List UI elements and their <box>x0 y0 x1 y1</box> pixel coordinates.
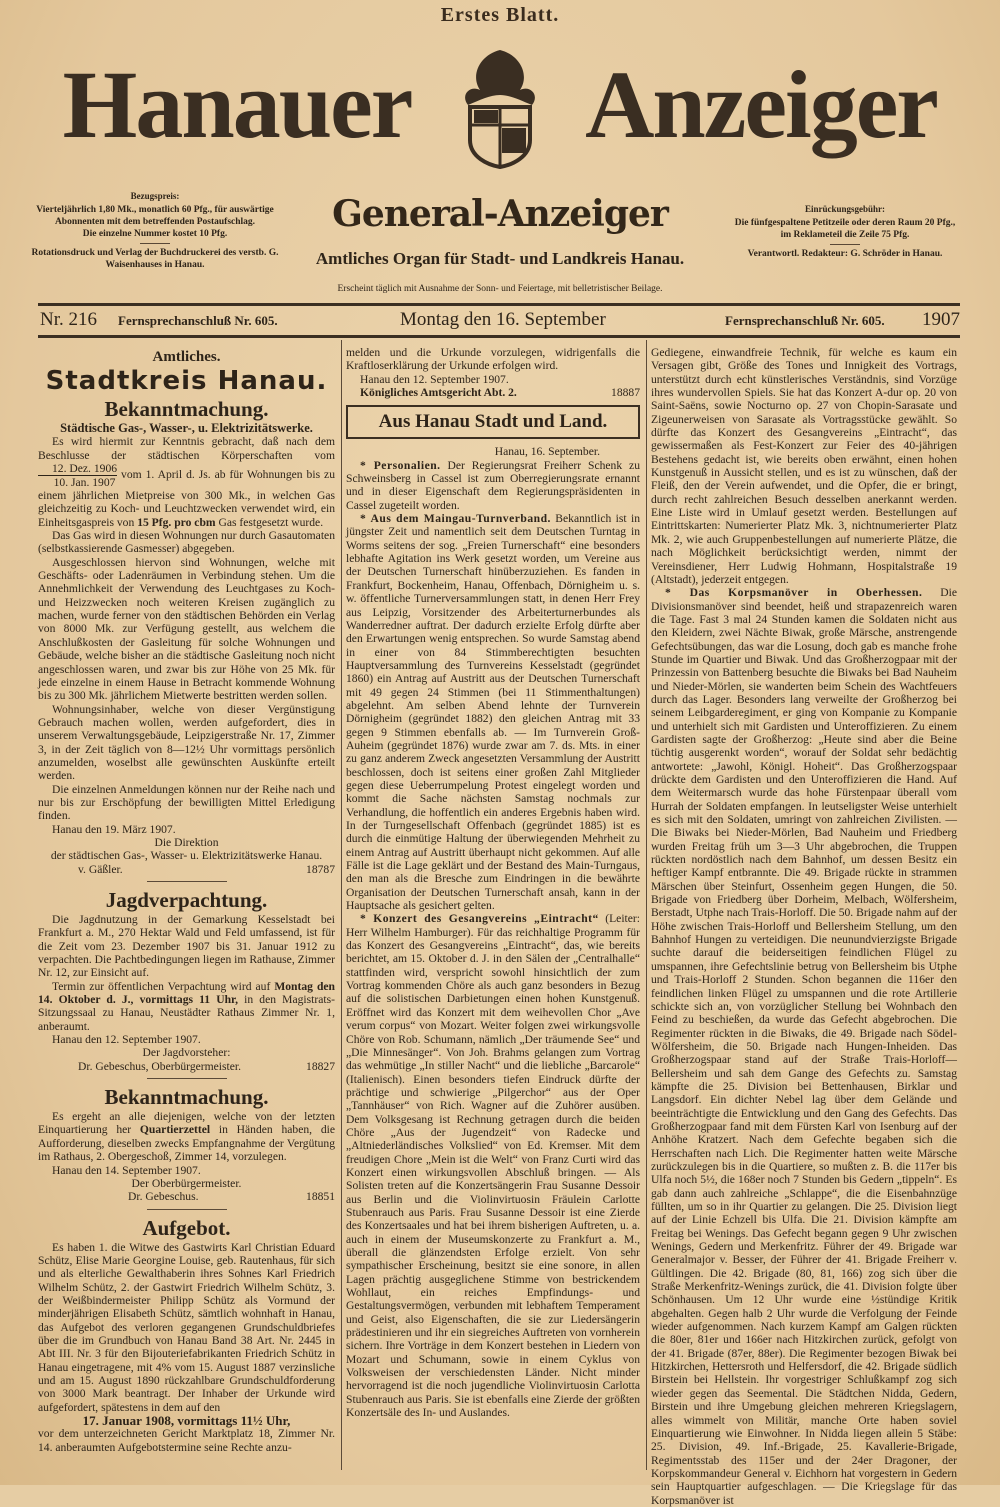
paragraph: Es ergeht an alle diejenigen, welche von der letzten Einquartierung her Quartierzettel in Händen haben, die Aufforderung, dieselben zwecks Empfangnahme der Vergütung im Rathaus, 2. Obergeschoß, Zimmer 14, vorzulegen. <box>38 1110 335 1164</box>
notice-heading: Jagdverpachtung. <box>105 888 268 912</box>
ad-fee-heading: Einrückungsgebühr: <box>804 204 886 214</box>
column-1 <box>38 346 335 1471</box>
notice-number: 18887 <box>611 386 640 400</box>
section-heading: Amtliches. <box>152 349 221 365</box>
dateline: Hanau den 12. September 1907. <box>360 372 509 386</box>
publication-note: Erscheint täglich mit Ausnahme der Sonn- und Feiertage, mit belletristischer Beilage. <box>337 284 663 294</box>
coat-of-arms-icon <box>450 45 550 170</box>
issue-date: Montag den 16. September <box>400 309 606 330</box>
paragraph: melden und die Urkunde vorzulegen, widrigenfalls die Kraftloserklärung der Urkunde erfolgen wird. <box>346 346 640 373</box>
paragraph: Es haben 1. die Witwe des Gastwirts Karl Christian Eduard Schütz, Elise Marie Georgine Louise, geb. Rautenhaus, für sich und als elterliche Gewalthaberin ihres Sohnes Karl Friedrich Wilhelm Schütz, 2. der Gastwirt Friedrich Wilhelm Schütz, 3. der Weißbindermeister Philipp Schütz als Vormund der minderjährigen Elisabeth Schütz, sämtlich wohnhaft in Hanau, das Aufgebot des verloren gegangenen Grundschuldbriefes über die im Grundbuch von Hanau Band 38 Art. Nr. 2445 in Abt III. Nr. 3 für den Bijouteriefabrikanten Friedrich Schütz in Hanau eingetragene, mit 4% vom 15. August 1887 verzinsliche und am 15. August 1890 rückzahlbare Grundschuldforderung von 3000 Mark beantragt. Der Inhaber der Urkunde wird aufgefordert, spätestens in dem auf den <box>38 1240 335 1414</box>
editor-line: Verantwortl. Redakteur: G. Schröder in Hanau. <box>747 249 943 259</box>
subtitle: General-Anzeiger <box>332 193 668 235</box>
top-rule <box>38 303 960 306</box>
divider <box>147 1209 227 1210</box>
divider <box>140 243 170 244</box>
subscription-box <box>30 190 280 271</box>
paragraph: Das Gas wird in diesen Wohnungen nur durch Gasautomaten (selbstkassierende Gasmesser) abgegeben. <box>38 529 335 556</box>
notice-number: 18827 <box>306 1059 335 1073</box>
advertising-box <box>720 203 970 260</box>
dateline: Hanau, 16. September. <box>494 445 600 459</box>
signature: Der Jagdvorsteher: <box>142 1046 231 1060</box>
notice-number: 18851 <box>306 1190 335 1204</box>
issue-number: Nr. 216 <box>40 309 97 330</box>
paragraph: Es wird hiermit zur Kenntnis gebracht, daß nach dem Beschlusse der städtischen Körperschaften vom $\frac{\text{12. Dez. 1906}}{\text{10. Jan. 1907}}$ vom 1. April d. Js. ab für Wohnungen bis zu einem jährlichen Mietpreise von 300 Mk., in welchen Gas gleichzeitig zu Koch- und Leuchtzwecken verwendet wird, ein Einheitsgaspreis von 15 Pfg. pro cbm Gas festgesetzt wurde. <box>38 435 335 529</box>
signature-line: Königliches Amtsgericht Abt. 2. 18887 <box>360 386 640 400</box>
column-3 <box>651 346 958 1507</box>
paragraph: Termin zur öffentlichen Verpachtung wird auf Montag den 14. Oktober d. J., vormittags 11 Uhr, in den Magistrats-Sitzungssaal zu Hanau, Neustädter Rathaus Zimmer Nr. 1, anberaumt. <box>38 979 335 1033</box>
hearing-date: 17. Januar 1908, vormittags 11½ Uhr, <box>82 1413 291 1428</box>
signature-line: Dr. Gebeschus. 18851 <box>128 1190 335 1204</box>
paragraph: vor dem unterzeichneten Gericht Marktplatz 18, Zimmer Nr. 14. anberaumten Aufgebotstermine seine Rechte anzu- <box>38 1427 335 1454</box>
notice-heading: Aufgebot. <box>142 1215 231 1240</box>
news-item: * Das Korpsmanöver in Oberhessen. Die Divisionsmanöver sind beendet, heiß und strapazenreich waren die Tage. Fast 3 mal 24 Stunden kamen die Soldaten nicht aus den Kleidern, zwei Nächte Biwak, große Märsche, anstrengende Gefechtsübungen, das war die Losung, doch gab es manche frohe Stunde im Quartier und Biwak. Und das Großherzogpaar mit der Prinzessin von Battenberg besuchte die Biwaks bei Bad Nauheim und Nieder-Mörlen, sie wanderten beim Schein des Wachtfeuers durch das Lager. Besonders lang verweilte der Großherzog bei seinem Leibgarderegiment, er ging von Kompanie zu Kompanie und unterhielt sich mit Gardisten und Unteroffizieren. Zu einem Gardisten sagte der Großherzog: „Heute sind aber die Beine tüchtig ausgerenkt worden“, worauf der Soldat sehr bedächtig antwortete: „Jawohl, Königl. Hoheit“. Das Großherzogspaar drückte dem Gardisten und den Unteroffizieren die Hand. Auf dem Weitermarsch wurde das hohe Fürstenpaar überall vom Hurrah der Soldaten empfangen. In leutseligster Weise unterhielt es sich mit den Soldaten, umringt von zahlreichen Zivilisten. — Die Biwaks bei Nieder-Mörlen, Bad Nauheim und Friedberg wurden Freitag früh um 3—3 Uhr abgebrochen, die Truppen rückten nordöstlich nach dem Bahnhof, um dessen Besitz ein heftiger Kampf entbrannte. Die 49. Brigade rückte in strammen Märschen über Steinfurt, Ossenheim gegen Hungen, die 50. Brigade von Friedberg über Dorheim, Melbach, Wölfersheim, Berstadt, Utphe nach Trais-Horloff. Die 50. Brigade nahm auf der Höhe zwischen Trais-Horloff und Bellersheim Stellung, um den Bahnhof Hungen zu verteidigen. Die neunundvierzigste Brigade suchte darauf die beiderseitigen feindlichen Flügel zu umspannen, ihre Gefechtslinie betrug von Bellersheim bis Utphe und Trais-Horloff 2 Stunden. Schon begannen die 116er den feindlichen linken Flügel zu umspannen und die rote Artillerie schickte sich an, von vorzüglicher Stellung bei Wohnbach den Feind zu beschießen, da wurde das Gefecht abgebrochen. Die Regimenter rückten in die Biwaks, die 49. Brigade nach Södel-Wölfersheim, die 50. Brigade nach Hungen-Inheiden. Das Großherzogspaar stand auf der Straße Trais-Horloff—Bellersheim und sah dem Gange des Gefechts zu. Samstag kämpfte die 25. Division bei Bettenhausen, Birklar und Langsdorf. Ein dichter Nebel lag über dem Gelände und beeinträchtigte die Entwicklung und den Gang des Gefechts. Das Großherzogpaar fand mit dem Fürsten Karl von Isenburg auf der Anhöhe Kratzert. Nach dem Gefechte begaben sich die Herrschaften nach Lich. Die Regimenter hatten weite Märsche zurückzulegen bis in die Quartiere, so mußten z. B. die 117er bis Ulfa noch 5½, die 168er noch 7 Stunden bis Gedern „tippeln“. Es gab dann auch zahlreiche „Schlappe“, die die Eisenbahnzüge füllten, um so in ihr Quartier zu gelangen. Die 25. Division liegt auf der Linie Echzell bis Ulfa. Die 21. Division kämpfte am Freitag bei Wenings. Das Gefecht begann gegen 9 Uhr zwischen Wenings, Gedern und Merkenfritz. Führer der 49. Brigade war Generalmajor v. Besser, der Führer der 41. Brigade Freiherr v. Gültlingen. Die 42. Brigade (80, 81, 166) zog sich über die Straße Merkenfritz-Wenings zurück, die 41. Division folgte über Schönhausen. Um 12 Uhr wurde eine ½stündige Kritik abgehalten. Gegen halb 2 Uhr wurde die Verfolgung der Feinde wieder aufgenommen. Nach kurzem Kampf am Galgen rückten die 80er, 81er und 166er nach Hitzkirchen zurück, gefolgt von der 41. Brigade (87er, 88er). Die Regimenter bezogen Biwak bei Hitzkirchen, Hettersroth und Helfersdorf, die 42. Brigade südlich Birstein bei Hellstein. Ihr vorgestriger Schlußkampf zog sich wieder gegen das Seemental. Die Städtchen Nidda, Gedern, Birstein und ihre Umgebung gleichen mehreren Kriegslagern, alles wimmelt von Militär, manche Orte haben soviel Einquartierung wie Einwohner. In Nidda liegen allein 5 Stäbe: 25. Division, 49. Inf.-Brigade, 25. Kavallerie-Brigade, Regimentsstab des 115er und der 24er Dragoner, der Korpskommandeur General v. Eichhorn hat vorgestern in Gedern sein Hauptquartier aufgeschlagen. — Die Kriegslage für das Korpsmanöver ist <box>651 586 958 1507</box>
ad-fee-text: Die fünfgespaltene Petitzeile oder deren Raum 20 Pfg., <box>734 218 956 228</box>
column-2 <box>346 346 640 1471</box>
subscription-text: Vierteljährlich 1,80 Mk., monatlich 60 Pfg., für auswärtige Abonnenten mit dem betreffenden Postaufschlag. <box>36 205 274 227</box>
masthead-title-right: Anzeiger <box>585 51 937 158</box>
organ-line: Amtliches Organ für Stadt- und Landkreis Hanau. <box>315 249 685 268</box>
notice-heading: Bekanntmachung. <box>104 1085 269 1110</box>
ad-fee-text-2: im Reklameteil die Zeile 75 Pfg. <box>780 230 910 240</box>
section-heading-box: Aus Hanau Stadt und Land. <box>346 405 640 439</box>
edition-label: Erstes Blatt. <box>440 4 560 26</box>
paragraph: Die Jagdnutzung in der Gemarkung Kesselstadt bei Frankfurt a. M., 270 Hektar Wald und Feld umfassend, ist für die Zeit vom 23. Dezember 1907 bis 31. Januar 1912 zu verpachten. Die Pachtbedingungen liegen im Rathause, Zimmer Nr. 12, zur Einsicht auf. <box>38 913 335 980</box>
date-bar <box>40 309 960 333</box>
news-item: * Aus dem Maingau-Turnverband. Bekanntlich ist in jüngster Zeit und namentlich seit dem Deutschen Turntag in Worms seitens der sog. „Freien Turnerschaft“ eine besonders lebhafte Agitation ins Werk gesetzt worden, um Vereine aus der Deutschen Turnerschaft hinüberzuziehen. Es fanden in Frankfurt, Bockenheim, Hanau, Offenbach, Dörnigheim u. s. w. öffentliche Turnerversammlungen statt, in denen Herr Frey aus Leipzig, Vorsitzender des Arbeiterturnerbundes als Wanderredner auftrat. Der dadurch erzielte Erfolg dürfte aber den Erwartungen wenig entsprechen. So wurde Samstag abend in einer von 84 Stimmberechtigten besuchten Hauptversammlung des Turnvereins Kesselstadt (gegründet 1860) ein Antrag auf Austritt aus der Deutschen Turnerschaft mit 49 gegen 24 Stimmen (bei 11 Stimmenthaltungen) abgelehnt. Am selben Abend lehnte der Turnverein Dörnigheim (gegründet 1882) den gleichen Antrag mit 33 gegen 9 Stimmen ebenfalls ab. — Im Turnverein Groß-Auheim (gegründet 1876) wurde zwar am 7. ds. Mts. in einer zu ganz anderem Zweck angesetzten Versammlung der Austritt beschlossen, doch ist seitens einer großen Zahl Mitglieder gegen diese Ueberrumpelung Protest eingelegt worden und kommt die Sache nächsten Samstag nochmals zur Verhandlung, die hoffentlich ein anderes Ergebnis haben wird. In der Turngesellschaft Offenbach (gegründet 1885) ist es durch die einmütige Haltung der überwiegenden Mehrheit zu einem Antrag auf Austritt überhaupt nicht gekommen. Auf alle Fälle ist die Lage geklärt und der Bestand des Main-Turngaus, den man als die Bresche zum Eindringen in die bewährte Organisation der Deutschen Turnerschaft ansah, kann in der Hauptsache als gesichert gelten. <box>346 512 640 913</box>
notice-number: 18787 <box>306 862 335 876</box>
masthead-title-left: Hanauer <box>62 51 412 158</box>
signature: Der Oberbürgermeister. <box>131 1176 242 1190</box>
signature: Die Direktion <box>154 835 219 849</box>
news-item: * Personalien. Der Regierungsrat Freiherr Schenk zu Schweinsberg in Cassel ist zum Oberregierungsrate ernannt und in dieser Eigenschaft dem Regierungspräsidenten in Cassel zugeteilt worden. <box>346 458 640 512</box>
paragraph: Gediegene, einwandfreie Technik, für welche es kaum ein Versagen gibt, Größe des Tones und Innigkeit des Vortrags, unterstützt durch echt künstlerisches Verständnis, sind Vorzüge ihres wundervollen Spiels. Sie hat das Konzert A-dur op. 20 von Saint-Saëns, sowie Nocturno op. 27 von Chopin-Sarasate und Zigeunerweisen von Sarasate als Vortragsstücke gewählt. So dürfte das Konzert des Gesangvereins „Eintracht“, das gewissermaßen als Fest-Konzert zur Feier des 40-jährigen Bestehens gedacht ist, wie bereits oben erwähnt, einen hohen Kunstgenuß in Aussicht stellen, und es ist zu wünschen, daß der Fleiß, den der Verein aufwendet, und die Opfer, die er bringt, durch recht zahlreichen Besuch desselben anerkannt werden. Eine Liste wird in Umlauf gesetzt werden. Bestellungen auf Eintrittskarten: Numerierter Platz Mk. 3, nichtnumerierter Platz Mk. 2, wie auch Gruppenbestellungen auf numerierte Plätze, die nach Möglichkeit berücksichtigt werden, nimmt der Vereinsdiener, Herr Ludwig Hohmann, Hospitalstraße 19 (Altstadt), jederzeit entgegen. <box>651 346 957 586</box>
signature-line: Dr. Gebeschus, Oberbürgermeister. 18827 <box>78 1059 335 1073</box>
signature: der städtischen Gas-, Wasser- u. Elektrizitätswerke Hanau. <box>50 849 323 863</box>
signature-line: v. Gäßler. 18787 <box>78 862 335 876</box>
phone-right: Fernsprechanschluß Nr. 605. <box>725 313 885 328</box>
bottom-rule <box>38 335 960 338</box>
column-divider <box>341 340 342 1470</box>
dateline: Hanau den 12. September 1907. <box>52 1033 201 1047</box>
notice-heading: Bekanntmachung. <box>104 397 269 421</box>
single-issue-price: Die einzelne Nummer kostet 10 Pfg. <box>82 229 228 239</box>
column-divider <box>646 340 647 1470</box>
subscription-heading: Bezugspreis: <box>130 191 180 201</box>
issue-year: 1907 <box>922 309 960 330</box>
section-heading: Stadtkreis Hanau. <box>45 366 328 396</box>
dateline: Hanau den 19. März 1907. <box>52 822 176 836</box>
date-fraction: $\frac{\text{12. Dez. 1906}}{\text{10. Jan. 1907}}$ <box>38 462 117 489</box>
divider <box>147 1078 227 1079</box>
phone-left: Fernsprechanschluß Nr. 605. <box>118 313 278 328</box>
paragraph: Wohnungsinhaber, welche von dieser Vergünstigung Gebrauch machen wollen, werden aufgefordert, dies in unserem Verwaltungsgebäude, Leipzigerstraße Nr. 17, Zimmer 3, in der Zeit täglich von 8—12½ Uhr vormittags persönlich anzumelden, woselbst alle gewünschten Auskünfte erteilt werden. <box>38 702 335 783</box>
divider <box>147 881 227 882</box>
notice-subheading: Städtische Gas-, Wasser-, u. Elektrizitätswerke. <box>60 421 313 435</box>
paragraph: Die einzelnen Anmeldungen können nur der Reihe nach und nur bis zur Erschöpfung der bewilligten Mittel Erledigung finden. <box>38 782 335 823</box>
dateline: Hanau den 14. September 1907. <box>52 1163 201 1177</box>
divider <box>830 244 860 245</box>
paragraph: Ausgeschlossen hiervon sind Wohnungen, welche mit Geschäfts- oder Ladenräumen in Verbindung stehen. Um die Annehmlichkeit der Verwendung des Leuchtgases zu Koch- und Heizzwecken noch weiteren Kreisen zugänglich zu machen, wurde ferner von den städtischen Behörden ein Verlag von 8000 Mk. zur Verfügung gestellt, aus welchem die Anschlußkosten der Gasleitung für solche Wohnungen und Gebäude, welche bisher an die städtische Gasleitung noch nicht angeschlossen waren, und zwar bis zur Höhe von 25 Mk. für jede einzelne in einem Hause in Betracht kommende Wohnung bis zu 300 Mk. jährlichem Mietwerte bestritten werden sollen. <box>38 555 335 703</box>
printer-text: Rotationsdruck und Verlag der Buchdruckerei des verstb. G. Waisenhauses in Hanau. <box>31 248 279 270</box>
news-item: * Konzert des Gesangvereins „Eintracht“ (Leiter: Herr Wilhelm Hamburger). Für das reichhaltige Programm für das Konzert des Gesangvereins „Eintracht“, das, wie bereits berichtet, am 15. Oktober d. J. in den Sälen der „Centralhalle“ stattfinden wird, verspricht sowohl hinsichtlich der zum Vortrag kommenden Chöre als auch ganz besonders in Bezug auf die solistischen Darbietungen einen hohen Kunstgenuß. Eröffnet wird das Konzert mit dem weihevollen Chor „Ave verum corpus“ von Mozart. Weiter folgen zwei wirkungsvolle Chöre von Rob. Schumann, nämlich „Der träumende See“ und „Die Minnesänger“. Von Joh. Brahms gelangen zum Vortrag das wehmütige „In stiller Nacht“ und die liebliche „Barcarole“ (Italienisch). Einen besonders tiefen Eindruck dürfte der prächtige und schwierige „Pilgerchor“ aus der Oper „Tannhäuser“ von Rich. Wagner auf die Zuhörer ausüben. Dem Volksgesang ist Rechnung getragen durch die beiden Chöre „Aus der Jugendzeit“ von Radecke und „Altniederländisches Volkslied“ von Ed. Kremser. Mit dem freudigen Chore „Mein ist die Welt“ von Franz Curti wird das Konzert einen wirkungsvollen Abschluß bringen. — Als Solisten treten auf die Konzertsängerin Frau Susanne Dessoir aus Berlin und die Violinvirtuosin Fräulein Carlotte Stubenrauch aus Paris. Frau Susanne Dessoir ist eine Zierde des Konzertsaales und hat bei ihrem bisherigen Auftreten, u. a. auch in einem der Museumskonzerte zu Frankfurt a. M., überall die glänzendsten Erfolge erzielt. Von sehr sympathischer Erscheinung, besitzt sie eine sonore, in allen Lagen prächtig ausgeglichene Stimme von bestrickendem Wohllaut, ein reiches Empfindungs- und Gestaltungsvermögen, verbunden mit lebhaftem Temperament und Geist, also Eigenschaften, die sie zur Liedersängerin prädestinieren und ihr ein siegreiches Auftreten von vornherein sichern. Ihre Vorträge in dem Konzert bestehen in Liedern von Mozart und Schumann, sowie in einem Cyklus von Volksweisen der verschiedensten Länder. Nicht minder hervorragend ist die noch jugendliche Violinvirtuosin Carlotta Stubenrauch aus Paris. Sie ist ebenfalls eine Zierde der größten Konzertsäle des In- und Auslandes. <box>346 912 640 1420</box>
